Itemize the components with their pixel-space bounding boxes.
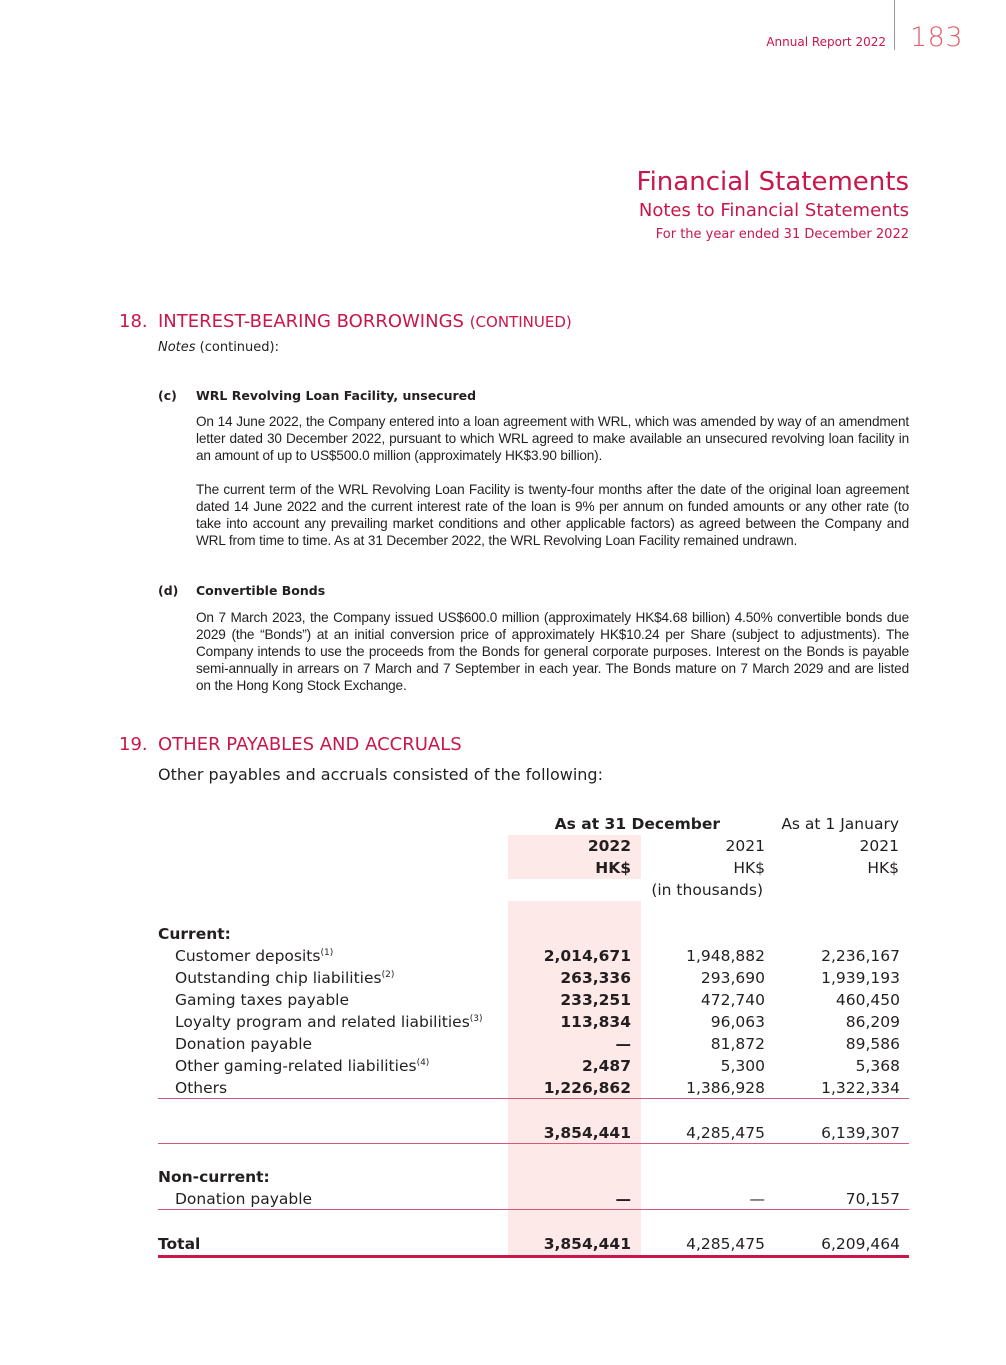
header-divider <box>894 0 895 50</box>
year-2022: 2022 <box>587 837 631 855</box>
group-header-31-december: As at 31 December <box>554 815 720 833</box>
table-divider <box>158 1209 909 1210</box>
section-18-heading <box>119 311 572 332</box>
footnote-ref: (2) <box>381 970 395 980</box>
footnote-ref: (4) <box>416 1058 430 1068</box>
table-row: Donation payable — — 70,157 <box>175 1190 900 1208</box>
note-c-title: WRL Revolving Loan Facility, unsecured <box>196 388 477 403</box>
note-d-letter: (d) <box>158 583 179 598</box>
table-divider <box>158 1143 909 1144</box>
note-d-title: Convertible Bonds <box>196 583 326 598</box>
year-2021-jan: 2021 <box>859 837 899 855</box>
table-row: Other gaming-related liabilities$^{(4)}$ 2,487 5,300 5,368 <box>175 1057 900 1075</box>
section-title: INTEREST-BEARING BORROWINGS <box>158 311 464 332</box>
unit-note: (in thousands) <box>651 881 763 899</box>
currency-2021-jan: HK$ <box>867 859 899 877</box>
total-label: Total <box>158 1235 201 1253</box>
noncurrent-label: Non-current: <box>158 1168 270 1186</box>
current-label: Current: <box>158 925 231 943</box>
note-c-paragraph-1: On 14 June 2022, the Company entered into a loan agreement with WRL, which was amended by way of an amendment letter dated 30 December 2022, pursuant to which WRL agreed to make available an unsecured revolving loan facility in an amount of up to US$500.0 million (approximately HK$3.90 billion). <box>196 414 909 463</box>
section-number: 19. <box>119 734 148 755</box>
total-row: Total 3,854,441 4,285,475 6,209,464 <box>158 1235 900 1253</box>
group-header-1-january: As at 1 January <box>781 815 899 833</box>
page-subtitle: Notes to Financial Statements <box>638 200 909 221</box>
section-number: 18. <box>119 311 148 332</box>
noncurrent-heading-row <box>158 1168 909 1190</box>
note-c-letter: (c) <box>158 388 177 403</box>
footnote-ref: (3) <box>469 1014 483 1024</box>
table-row: Donation payable — 81,872 89,586 <box>175 1035 900 1053</box>
footnote-ref: (1) <box>320 948 334 958</box>
table-row: Gaming taxes payable 233,251 472,740 460,450 <box>175 991 900 1009</box>
table-bottom-rule <box>158 1255 909 1258</box>
section-continued: (CONTINUED) <box>469 313 572 331</box>
table-row: Customer deposits$^{(1)}$ 2,014,671 1,948,882 2,236,167 <box>175 947 900 965</box>
report-label: Annual Report 2022 <box>766 35 886 49</box>
note-d-paragraph-1: On 7 March 2023, the Company issued US$600.0 million (approximately HK$4.68 billion) 4.50% convertible bonds due 2029 (the “Bonds”) at an initial conversion price of approximately HK$10.24 per Share (subject to adjustments). The Company intends to use the proceeds from the Bonds for general corporate purposes. Interest on the Bonds is payable semi-annually in arrears on 7 March and 7 September in each year. The Bonds mature on 7 March 2029 and are listed on the Hong Kong Stock Exchange. <box>196 610 909 693</box>
currency-2021-dec: HK$ <box>733 859 765 877</box>
current-heading-row <box>158 925 909 947</box>
section-19-intro: Other payables and accruals consisted of the following: <box>158 765 603 784</box>
note-c-paragraph-2: The current term of the WRL Revolving Loan Facility is twenty-four months after the date of the original loan agreement dated 14 June 2022 and the current interest rate of the loan is 9% per annum on funded amounts or any other rate (to take into account any prevailing market conditions and other applicable factors) as agreed between the Company and WRL from time to time. As at 31 December 2022, the WRL Revolving Loan Facility remained undrawn. <box>196 482 909 548</box>
section-title: OTHER PAYABLES AND ACCRUALS <box>158 734 462 755</box>
table-row: Loyalty program and related liabilities$^{(3)}$ 113,834 96,063 86,209 <box>175 1013 900 1031</box>
notes-continued: Notes (continued): <box>158 340 279 355</box>
title-block <box>637 167 909 245</box>
year-2021-dec: 2021 <box>725 837 765 855</box>
currency-2022: HK$ <box>595 859 631 877</box>
page-number: 183 <box>910 22 964 53</box>
page-title: Financial Statements <box>636 167 909 197</box>
table-divider <box>158 1098 909 1099</box>
current-subtotal-row: 3,854,441 4,285,475 6,139,307 <box>543 1124 900 1142</box>
table-row: Outstanding chip liabilities$^{(2)}$ 263,336 293,690 1,939,193 <box>175 969 900 987</box>
reporting-period: For the year ended 31 December 2022 <box>655 227 909 242</box>
table-row: Others 1,226,862 1,386,928 1,322,334 <box>175 1079 900 1097</box>
section-19-heading <box>119 734 462 755</box>
